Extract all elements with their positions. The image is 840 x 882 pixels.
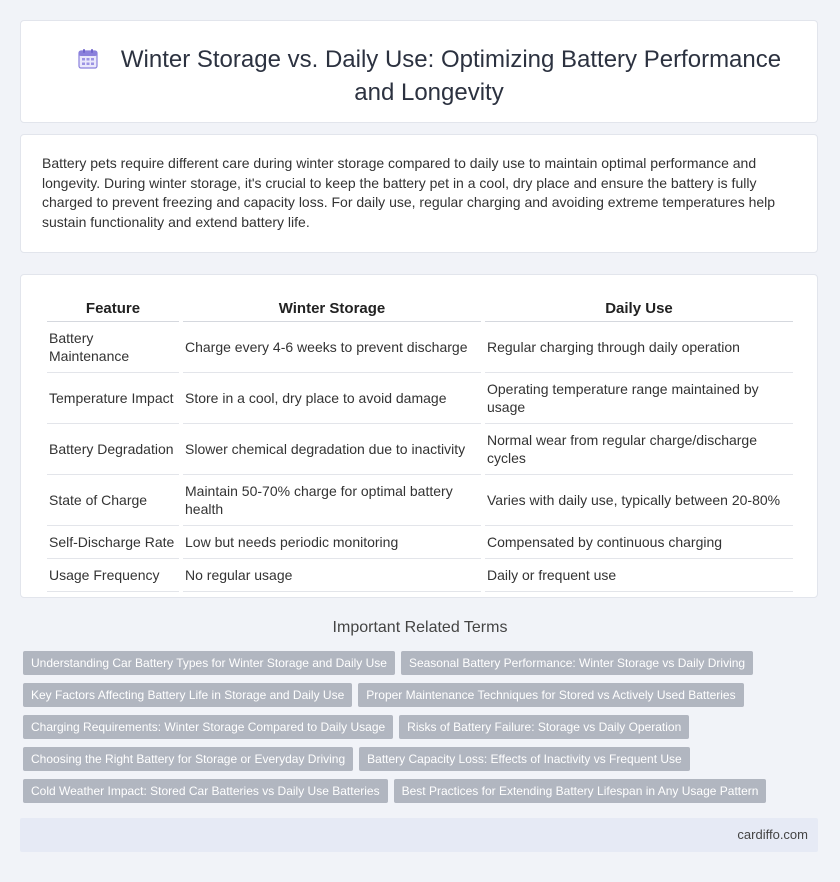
daily-cell: Daily or frequent use (485, 559, 793, 592)
related-term-tag[interactable]: Risks of Battery Failure: Storage vs Daily Operation (399, 715, 689, 739)
related-term-tag[interactable]: Understanding Car Battery Types for Winter Storage and Daily Use (23, 651, 395, 675)
winter-cell: Maintain 50-70% charge for optimal battery health (183, 475, 481, 526)
related-terms-title: Important Related Terms (332, 619, 508, 636)
header-feature: Feature (47, 297, 179, 322)
table-row (47, 322, 793, 373)
page-title-wrap (61, 45, 797, 108)
comparison-table (43, 297, 797, 592)
winter-cell: Charge every 4-6 weeks to prevent discharge (183, 322, 481, 373)
related-term-tag[interactable]: Cold Weather Impact: Stored Car Batteries vs Daily Use Batteries (23, 779, 388, 803)
feature-cell: Battery Maintenance (47, 322, 179, 373)
daily-cell: Regular charging through daily operation (485, 322, 793, 373)
winter-cell: Store in a cool, dry place to avoid damage (183, 373, 481, 424)
winter-cell: No regular usage (183, 559, 481, 592)
intro-card (20, 134, 818, 253)
footer (20, 818, 818, 852)
related-term-tag[interactable]: Charging Requirements: Winter Storage Compared to Daily Usage (23, 715, 393, 739)
feature-cell: Self-Discharge Rate (47, 526, 179, 559)
daily-cell: Varies with daily use, typically between 20-80% (485, 475, 793, 526)
feature-cell: Battery Degradation (47, 424, 179, 475)
header-winter-storage: Winter Storage (183, 297, 481, 322)
winter-cell: Low but needs periodic monitoring (183, 526, 481, 559)
comparison-card (20, 274, 818, 598)
feature-cell: Temperature Impact (47, 373, 179, 424)
table-header-row (47, 297, 793, 322)
footer-site-link[interactable]: cardiffo.com (737, 827, 808, 842)
header-card (20, 20, 818, 123)
calendar-icon (77, 48, 99, 78)
table-row (47, 424, 793, 475)
related-term-tag[interactable]: Battery Capacity Loss: Effects of Inactivity vs Frequent Use (359, 747, 690, 771)
feature-cell: State of Charge (47, 475, 179, 526)
daily-cell: Normal wear from regular charge/discharge cycles (485, 424, 793, 475)
intro-text: Battery pets require different care during winter storage compared to daily use to maintain optimal performance and longevity. During winter storage, it's crucial to keep the battery pet in a cool, dry place and ensure the battery is fully charged to prevent freezing and capacity loss. For daily use, regular charging and avoiding extreme temperatures help sustain functionality and extend battery life. (42, 155, 776, 230)
page-title: Winter Storage vs. Daily Use: Optimizing Battery Performance and Longevity (120, 46, 782, 106)
related-term-tag[interactable]: Proper Maintenance Techniques for Stored vs Actively Used Batteries (358, 683, 743, 707)
table-row (47, 559, 793, 592)
table-row (47, 475, 793, 526)
table-row (47, 526, 793, 559)
table-row (47, 373, 793, 424)
related-term-tag[interactable]: Seasonal Battery Performance: Winter Storage vs Daily Driving (401, 651, 753, 675)
header-daily-use: Daily Use (485, 297, 793, 322)
related-terms-list (23, 651, 803, 811)
related-term-tag[interactable]: Choosing the Right Battery for Storage or Everyday Driving (23, 747, 353, 771)
daily-cell: Operating temperature range maintained by usage (485, 373, 793, 424)
feature-cell: Usage Frequency (47, 559, 179, 592)
related-term-tag[interactable]: Best Practices for Extending Battery Lifespan in Any Usage Pattern (394, 779, 767, 803)
winter-cell: Slower chemical degradation due to inactivity (183, 424, 481, 475)
related-term-tag[interactable]: Key Factors Affecting Battery Life in Storage and Daily Use (23, 683, 352, 707)
daily-cell: Compensated by continuous charging (485, 526, 793, 559)
